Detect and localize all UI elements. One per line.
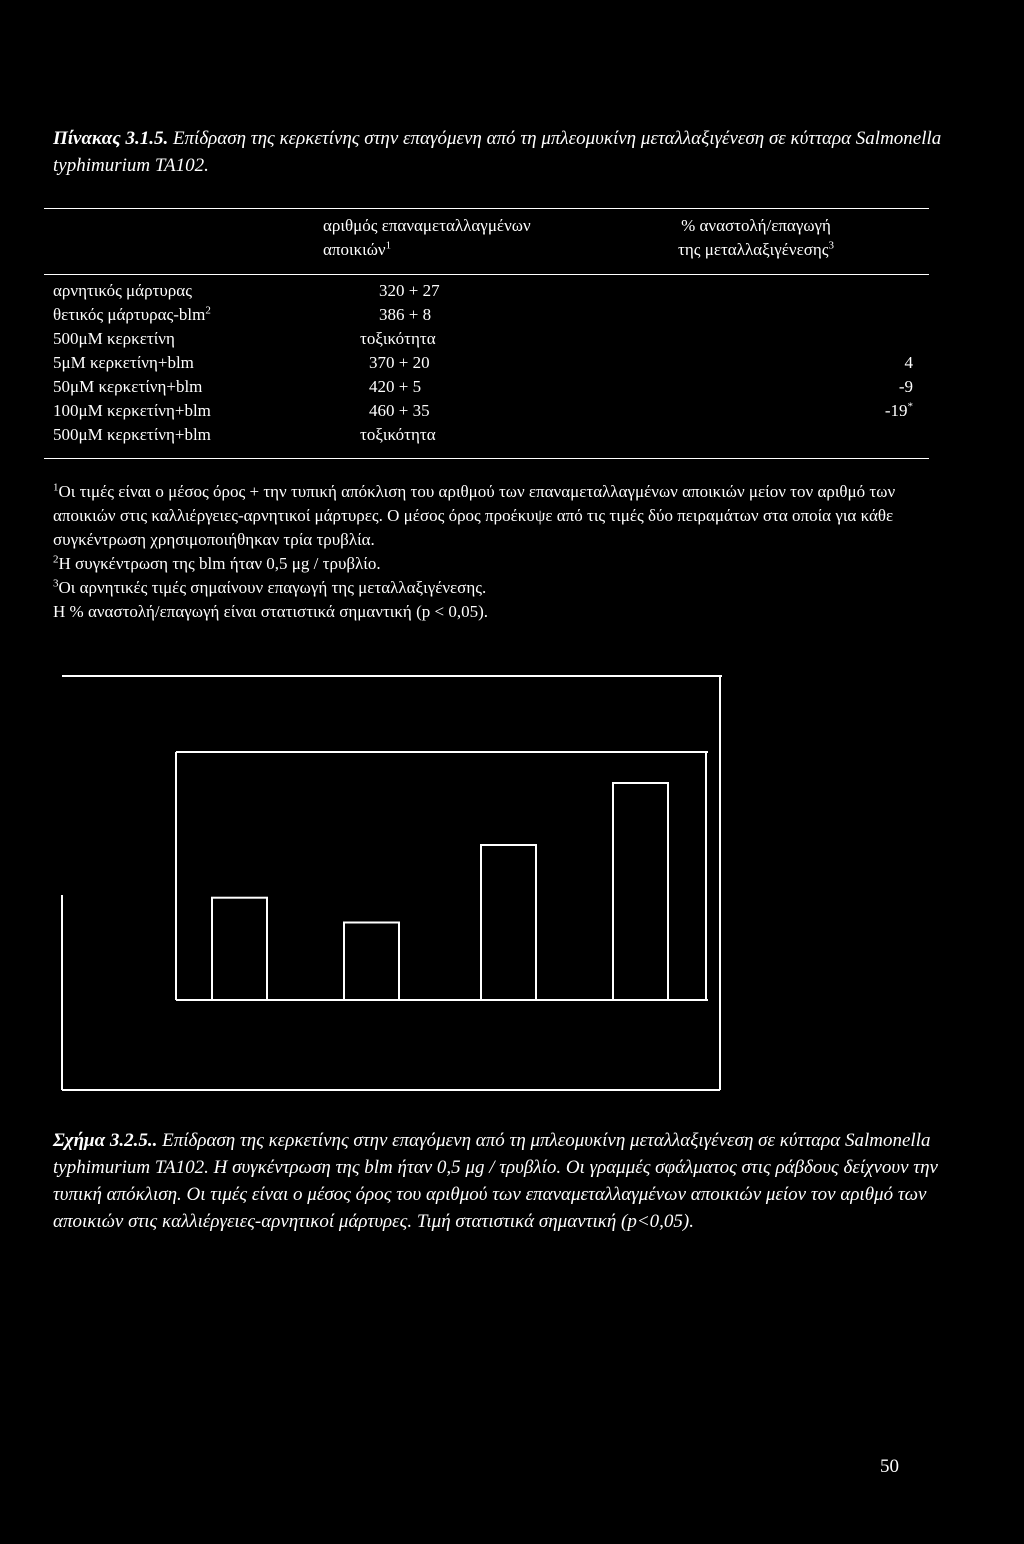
bar-4 — [613, 783, 668, 1000]
table-row: αρνητικός μάρτυρας 320 + 27 — [53, 281, 440, 300]
figure-caption-label: Σχήμα 3.2.5.. — [53, 1130, 158, 1151]
col-count-header: αριθμός επαναμεταλλαγμένων αποικιών$^1$ — [323, 216, 531, 259]
note-1: $^1$Οι τιμές είναι ο μέσος όρος + την τυπική απόκλιση του αριθμού των επαναμεταλλαγμένων αποικιών μείον τον αριθμό των αποικιών στις καλλιέργειες-αρνητικοί μάρτυρες. Ο μέσος όρος προέκυψε από τις τιμές δύο πειραμάτων στα οποία για κάθε συγκέντρωση χρησιμοποιήθηκαν τρία τρυβλία. — [53, 481, 896, 549]
bar-3 — [481, 845, 536, 1000]
note-2: $^2$Η συγκέντρωση της blm ήταν 0,5 μg / τρυβλίο. — [53, 553, 381, 573]
bars — [212, 783, 668, 1000]
col-pct-header: % αναστολή/επαγωγή της μεταλλαξιγένεσης$^3$ — [678, 216, 835, 259]
table-row: 100μΜ κερκετίνη+blm 460 + 35 -19* — [53, 400, 913, 420]
note-4: Η % αναστολή/επαγωγή είναι στατιστικά σημαντική (p < 0,05). — [53, 602, 488, 621]
bar-2 — [344, 923, 399, 1001]
figure-caption — [53, 1127, 973, 1235]
table-row: 500μΜ κερκετίνη+blm τοξικότητα — [53, 425, 436, 444]
table-row: 50μΜ κερκετίνη+blm 420 + 5 -9 — [53, 377, 913, 396]
table-row: 500μΜ κερκετίνη τοξικότητα — [53, 329, 436, 348]
table-caption-text: Επίδραση της κερκετίνης στην επαγόμενη από τη μπλεομυκίνη μεταλλαξιγένεση σε κύτταρα Salmonella typhimurium TA102. — [53, 128, 942, 176]
figure-caption-text: Επίδραση της κερκετίνης στην επαγόμενη από τη μπλεομυκίνη μεταλλαξιγένεση σε κύτταρα Salmonella typhimurium TA102. Η συγκέντρωση της blm ήταν 0,5 μg / τρυβλίο. Οι γραμμές σφάλματος στις ράβδους δείχνουν την τυπική απόκλιση. Οι τιμές είναι ο μέσος όρος του αριθμού των επαναμεταλλαγμένων αποικιών μείον τον αριθμό των αποικιών στις καλλιέργειες-αρνητικοί μάρτυρες. Τιμή στατιστικά σημαντική (p<0,05). — [53, 1130, 938, 1232]
table-row: θετικός μάρτυρας-blm$^2$ 386 + 8 — [53, 304, 432, 324]
page-number: 50 — [880, 1456, 899, 1477]
table-caption-label: Πίνακας 3.1.5. — [53, 128, 169, 149]
bar-1 — [212, 898, 267, 1000]
note-3: $^3$Οι αρνητικές τιμές σημαίνουν επαγωγή της μεταλλαξιγένεσης. — [53, 577, 487, 597]
table-row: 5μΜ κερκετίνη+blm 370 + 20 4 — [53, 353, 913, 372]
